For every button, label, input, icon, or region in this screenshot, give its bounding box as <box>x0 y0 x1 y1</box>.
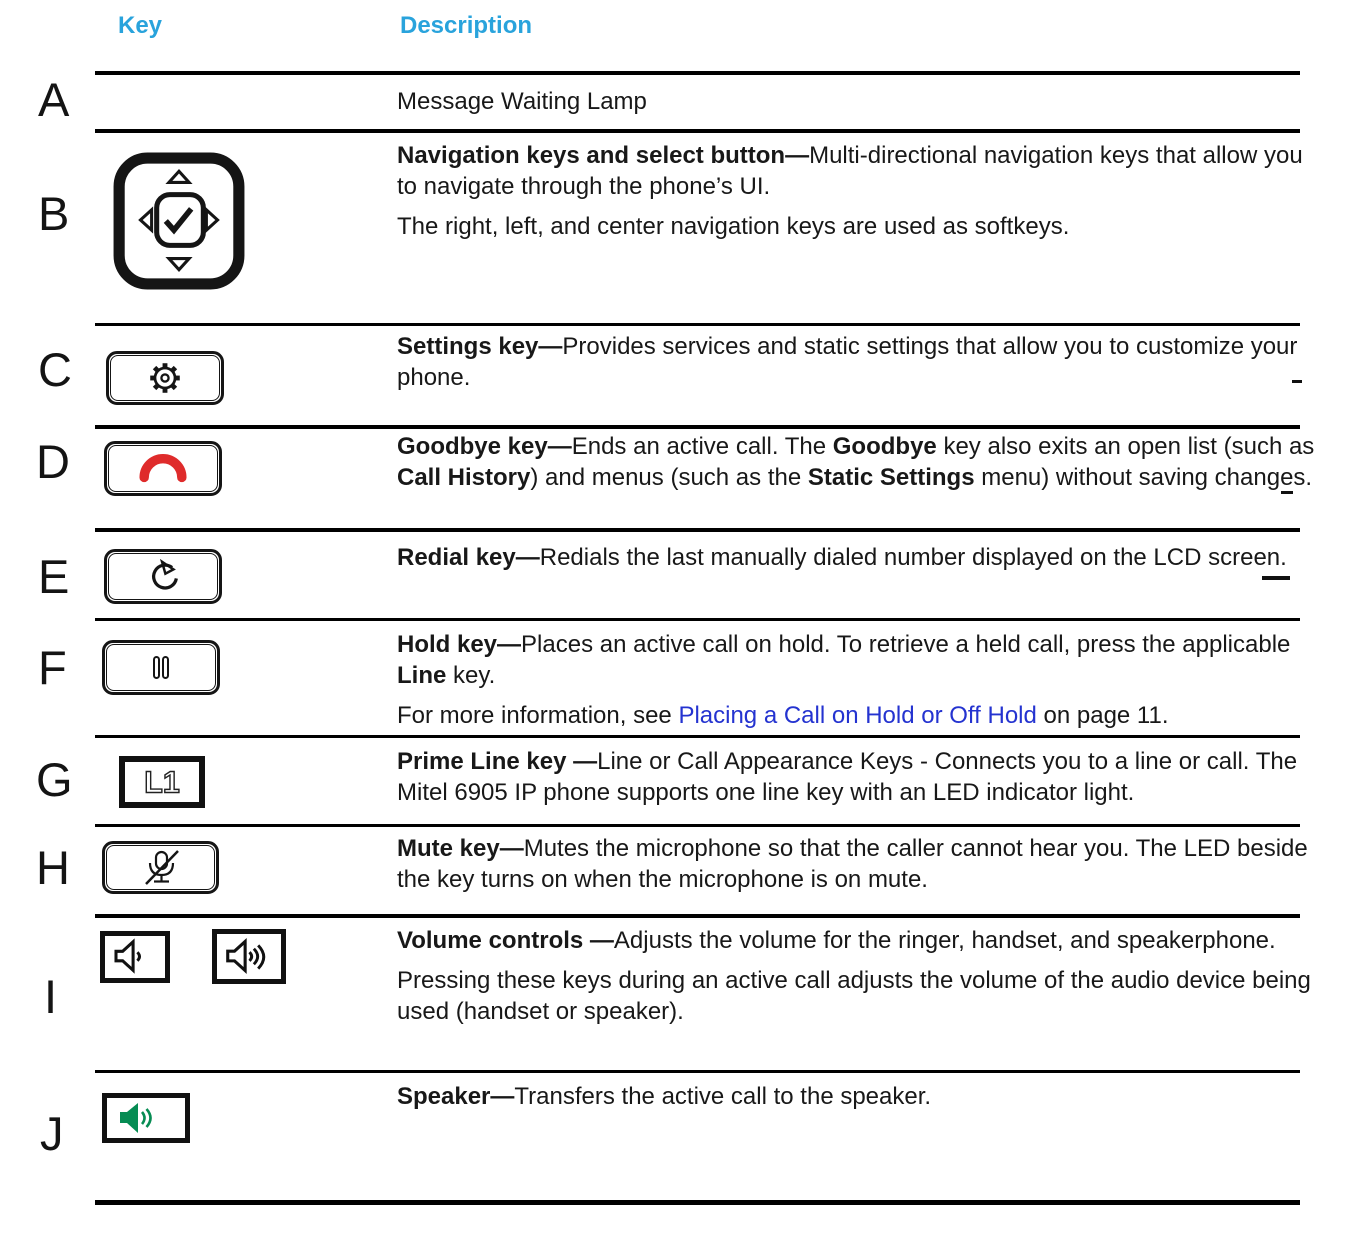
text-segment: Goodbye key— <box>397 433 572 460</box>
text-segment: Places an active call on hold. To retrieve a held call, press the applicable <box>521 631 1291 658</box>
row-letter-g: G <box>36 753 73 806</box>
table-row-i <box>0 918 1347 1070</box>
scan-artifact <box>1292 380 1302 383</box>
text-segment: Multi-directional navigation keys that allow you to navigate through the phone’s UI. <box>397 142 1303 200</box>
row-description <box>397 629 1317 740</box>
line-key-l1-icon <box>119 756 205 808</box>
description-paragraph <box>397 925 1317 956</box>
description-paragraph <box>397 86 1317 117</box>
text-segment: For more information, see <box>397 702 679 729</box>
text-segment: Static Settings <box>807 464 975 491</box>
volume-down-speaker-icon <box>100 931 170 983</box>
description-paragraph <box>397 331 1317 393</box>
table-row-b <box>0 133 1347 323</box>
row-letter-f: F <box>38 641 67 694</box>
row-letter-b: B <box>38 187 70 240</box>
text-segment: Ends an active call. The <box>571 433 833 460</box>
description-paragraph <box>397 629 1317 691</box>
text-segment: Goodbye <box>832 433 937 460</box>
row-letter-j: J <box>40 1107 64 1160</box>
row-description <box>397 925 1317 1036</box>
key-column-header: Key <box>118 12 163 39</box>
row-letter-e: E <box>38 550 70 603</box>
text-segment: ) and menus (such as the <box>530 464 808 491</box>
row-description <box>397 1081 1317 1121</box>
svg-text:L1: L1 <box>144 765 180 800</box>
speaker-green-icon <box>102 1093 190 1143</box>
scan-artifact <box>1281 491 1293 494</box>
row-divider-line <box>95 1200 1300 1205</box>
row-letter-h: H <box>36 841 70 894</box>
text-segment: Redial key— <box>397 544 540 571</box>
text-segment: key. <box>446 662 496 689</box>
description-paragraph <box>397 211 1317 242</box>
description-column-header: Description <box>400 12 533 39</box>
description-paragraph <box>397 140 1317 202</box>
description-paragraph <box>397 965 1317 1027</box>
goodbye-handset-icon <box>104 441 222 496</box>
row-letter-a: A <box>38 73 70 126</box>
settings-gear-icon <box>106 351 224 405</box>
redial-arrow-icon <box>104 549 222 604</box>
table-row-h <box>0 827 1347 914</box>
text-segment: Mutes the microphone so that the caller cannot hear you. The LED beside the key turns on when the microphone is on mute. <box>397 835 1308 893</box>
description-paragraph <box>397 539 1317 577</box>
text-segment: Line or Call Appearance Keys - Connects you to a line or call. The Mitel 6905 IP phone supports one line key with an LED indicator light. <box>397 748 1298 806</box>
table-row-f <box>0 621 1347 735</box>
row-letter-d: D <box>36 435 70 488</box>
text-segment: key also exits an open list (such as <box>936 433 1315 460</box>
text-segment: Provides services and static settings that allow you to customize your phone. <box>397 333 1298 391</box>
text-segment: Transfers the active call to the speaker. <box>514 1083 932 1110</box>
row-letter-c: C <box>38 343 72 396</box>
row-description <box>397 746 1317 817</box>
row-description <box>397 833 1317 904</box>
text-segment: Adjusts the volume for the ringer, handset, and speakerphone. <box>613 927 1276 954</box>
table-row-e <box>0 532 1347 618</box>
row-description <box>397 86 1317 126</box>
text-segment: Speaker— <box>397 1083 515 1110</box>
mute-mic-icon <box>102 841 219 894</box>
text-segment: Volume controls — <box>397 927 614 954</box>
row-description <box>397 140 1317 251</box>
description-paragraph <box>397 700 1317 731</box>
hold-pause-icon <box>102 640 220 695</box>
text-segment: Line <box>397 662 447 689</box>
row-description <box>397 539 1317 586</box>
table-row-j <box>0 1073 1347 1200</box>
text-segment: on page 11. <box>1036 702 1169 729</box>
description-paragraph <box>397 833 1317 895</box>
row-description <box>397 331 1317 402</box>
navigation-pad-icon <box>113 152 245 290</box>
table-row-c <box>0 326 1347 425</box>
scan-artifact <box>1262 576 1290 580</box>
text-segment: Prime Line key — <box>397 748 598 775</box>
text-segment: The right, left, and center navigation keys are used as softkeys. <box>397 213 1070 240</box>
row-description <box>397 431 1317 502</box>
table-row-a <box>0 75 1347 129</box>
description-paragraph <box>397 1081 1317 1112</box>
row-letter-i: I <box>44 970 58 1023</box>
text-segment: Hold key— <box>397 631 522 658</box>
text-segment: Call History <box>397 464 531 491</box>
placing-call-on-hold-link[interactable]: Placing a Call on Hold or Off Hold <box>678 702 1037 729</box>
volume-up-speaker-icon <box>212 929 286 984</box>
text-segment: Mute key— <box>397 835 524 862</box>
text-segment: Redials the last manually dialed number displayed on the LCD screen. <box>539 544 1287 571</box>
text-segment: Message Waiting Lamp <box>397 88 647 115</box>
table-row-g <box>0 738 1347 824</box>
text-segment: Pressing these keys during an active call adjusts the volume of the audio device being used (handset or speaker). <box>397 967 1311 1025</box>
description-paragraph <box>397 431 1317 493</box>
text-segment: Navigation keys and select button— <box>397 142 810 169</box>
text-segment: menu) without saving changes. <box>974 464 1313 491</box>
description-paragraph <box>397 746 1317 808</box>
table-row-d <box>0 429 1347 528</box>
text-segment: Settings key— <box>397 333 563 360</box>
